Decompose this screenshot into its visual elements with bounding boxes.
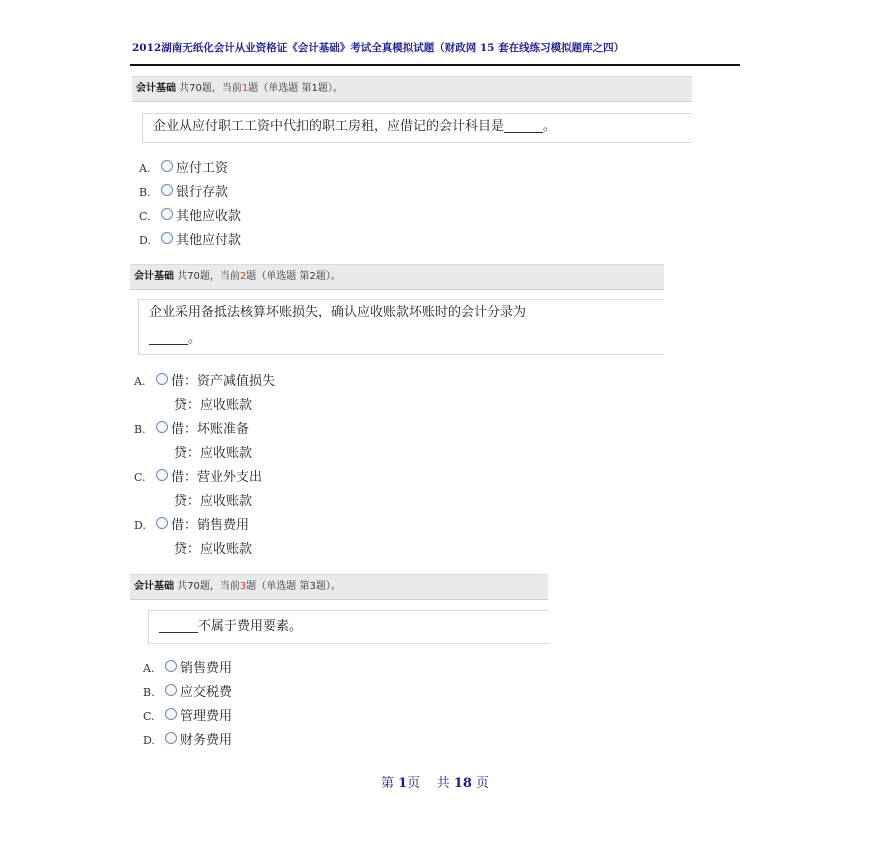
title-divider xyxy=(130,64,740,66)
radio-button[interactable] xyxy=(156,373,168,385)
option-letter: D. xyxy=(139,234,151,247)
current-number: 3 xyxy=(239,581,247,592)
option-d[interactable] xyxy=(139,230,241,252)
option-credit-line: 贷：应收账款 xyxy=(174,494,253,509)
option-d[interactable] xyxy=(143,730,232,752)
option-letter: B. xyxy=(139,186,151,199)
total-pages: 18 xyxy=(453,776,472,791)
radio-button[interactable] xyxy=(161,232,173,244)
option-a[interactable] xyxy=(139,158,228,180)
option-text: 财务费用 xyxy=(180,733,233,748)
option-text: 其他应付款 xyxy=(176,233,242,248)
option-text: 借：销售费用 xyxy=(171,518,250,533)
option-text: 借：营业外支出 xyxy=(171,470,263,485)
question-header: 会计基础 共70题，当前3题（单选题 第3题）。 xyxy=(130,574,548,600)
page-number: 1 xyxy=(398,776,408,791)
radio-button[interactable] xyxy=(161,160,173,172)
document-title: 2012湖南无纸化会计从业资格证《会计基础》考试全真模拟试题（财政网 15 套在线练习模拟题库之四） xyxy=(132,42,625,54)
subject-label: 会计基础 xyxy=(134,271,174,282)
option-text: 销售费用 xyxy=(180,661,233,676)
option-letter: A. xyxy=(139,162,151,175)
question-header: 会计基础 共70题，当前1题（单选题 第1题）。 xyxy=(132,76,692,102)
option-a[interactable] xyxy=(134,371,275,393)
option-letter: A. xyxy=(143,662,155,675)
option-c[interactable] xyxy=(134,467,262,489)
option-credit-line: 贷：应收账款 xyxy=(174,542,253,557)
page-footer: 第 1页 共 18 页 xyxy=(380,776,490,791)
option-b[interactable] xyxy=(134,419,249,441)
option-b[interactable] xyxy=(143,682,232,704)
radio-button[interactable] xyxy=(165,660,177,672)
current-number: 2 xyxy=(239,271,247,282)
option-letter: C. xyxy=(143,710,155,723)
option-text: 应交税费 xyxy=(180,685,233,700)
question-text: 企业从应付职工工资中代扣的职工房租，应借记的会计科目是______。 xyxy=(153,119,557,134)
radio-button[interactable] xyxy=(165,684,177,696)
question-text-box xyxy=(138,299,664,355)
option-letter: D. xyxy=(134,519,146,532)
question-text-line1: 企业采用备抵法核算坏账损失，确认应收账款坏账时的会计分录为 xyxy=(149,305,527,320)
subject-label: 会计基础 xyxy=(134,581,174,592)
question-text-line2: ______。 xyxy=(149,331,202,346)
option-b[interactable] xyxy=(139,182,228,204)
option-letter: B. xyxy=(143,686,155,699)
option-letter: B. xyxy=(134,423,146,436)
total-count: 70 xyxy=(187,581,200,592)
option-letter: C. xyxy=(134,471,146,484)
option-c[interactable] xyxy=(143,706,232,728)
option-letter: A. xyxy=(134,375,146,388)
question-text: ______不属于费用要素。 xyxy=(159,619,303,634)
option-text: 借：资产减值损失 xyxy=(171,374,276,389)
option-credit-line: 贷：应收账款 xyxy=(174,398,253,413)
option-letter: C. xyxy=(139,210,151,223)
option-text: 应付工资 xyxy=(176,161,229,176)
option-letter: D. xyxy=(143,734,155,747)
total-count: 70 xyxy=(189,83,202,94)
question-text-box xyxy=(142,113,692,143)
radio-button[interactable] xyxy=(161,184,173,196)
option-c[interactable] xyxy=(139,206,241,228)
radio-button[interactable] xyxy=(161,208,173,220)
radio-button[interactable] xyxy=(156,469,168,481)
option-text: 借：坏账准备 xyxy=(171,422,250,437)
total-count: 70 xyxy=(187,271,200,282)
option-d[interactable] xyxy=(134,515,249,537)
option-a[interactable] xyxy=(143,658,232,680)
radio-button[interactable] xyxy=(165,732,177,744)
current-number: 1 xyxy=(241,83,249,94)
radio-button[interactable] xyxy=(156,421,168,433)
subject-label: 会计基础 xyxy=(136,83,176,94)
radio-button[interactable] xyxy=(165,708,177,720)
question-header: 会计基础 共70题，当前2题（单选题 第2题）。 xyxy=(130,264,664,290)
question-text-box xyxy=(148,610,548,644)
option-text: 银行存款 xyxy=(176,185,229,200)
option-credit-line: 贷：应收账款 xyxy=(174,446,253,461)
radio-button[interactable] xyxy=(156,517,168,529)
option-text: 管理费用 xyxy=(180,709,233,724)
option-text: 其他应收款 xyxy=(176,209,242,224)
